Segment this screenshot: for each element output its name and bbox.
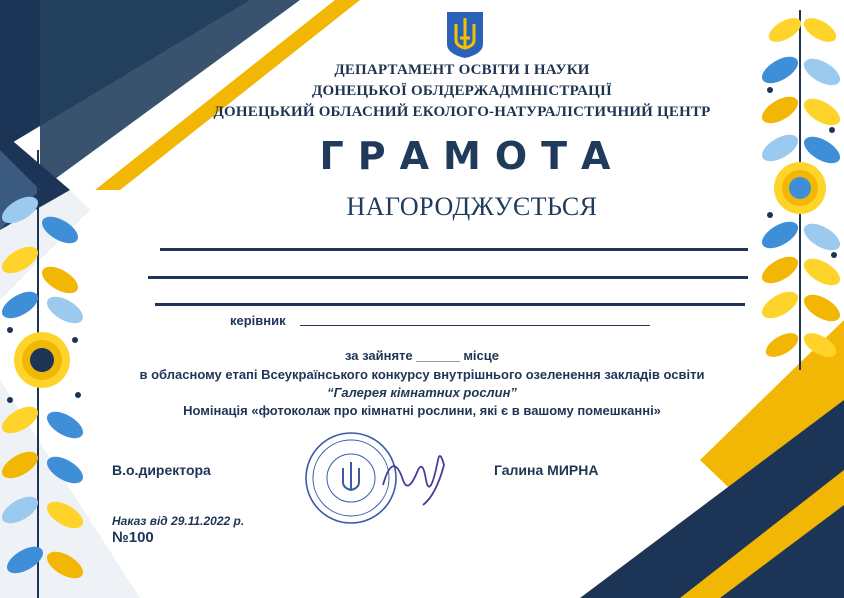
certificate-title: ГРАМОТА — [319, 134, 625, 178]
header-line-1: ДЕПАРТАМЕНТ ОСВІТИ І НАУКИ — [334, 62, 590, 78]
place-blank: ______ — [416, 348, 460, 363]
handwritten-signature-icon — [378, 440, 458, 510]
order-date: Наказ від 29.11.2022 р. — [112, 514, 245, 528]
contest-line-1: в обласному етапі Всеукраїнського конкурсу внутрішнього озеленення закладів освіти — [139, 367, 705, 382]
trident-coat-of-arms-icon — [444, 10, 486, 60]
signatory-name: Галина МИРНА — [494, 462, 599, 478]
recipient-line-2 — [148, 276, 748, 279]
header-line-2: ДОНЕЦЬКОЇ ОБЛДЕРЖАДМІНІСТРАЦІЇ — [311, 83, 613, 99]
place-suffix: місце — [463, 348, 499, 363]
bottom-right-navy-triangle — [580, 400, 844, 598]
recipient-line-3 — [155, 303, 745, 306]
place-prefix: за зайняте — [344, 348, 413, 363]
order-number: №100 — [112, 529, 154, 546]
nomination-line: Номінація «фотоколаж про кімнатні рослини, які є в вашому помешканні» — [183, 403, 661, 418]
supervisor-label: керівник — [230, 313, 286, 328]
place-line — [0, 348, 844, 363]
contest-line-2: “Галерея кімнатних рослин” — [327, 385, 517, 400]
certificate-subtitle: НАГОРОДЖУЄТЬСЯ — [346, 192, 598, 221]
recipient-line-1 — [160, 248, 748, 251]
signatory-position: В.о.директора — [112, 462, 211, 478]
supervisor-line — [300, 325, 650, 326]
header-line-3: ДОНЕЦЬКИЙ ОБЛАСНИЙ ЕКОЛОГО-НАТУРАЛІСТИЧНИЙ ЦЕНТР — [213, 104, 711, 120]
